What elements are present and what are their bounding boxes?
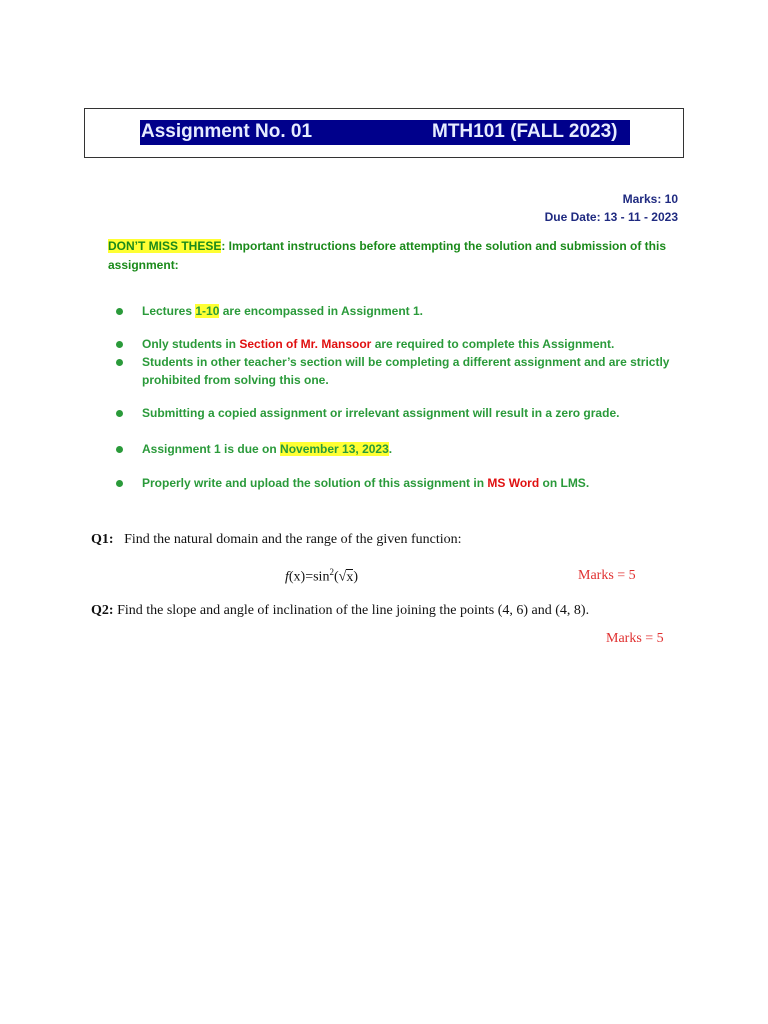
text-span: 1-10 (195, 304, 220, 318)
formula: $f(x)=\sin^2(√x)$ (285, 567, 358, 585)
course-title: MTH101 (FALL 2023) (432, 121, 618, 142)
text-span: Lectures (142, 304, 196, 318)
question-1 (91, 532, 462, 548)
q2-marks: Marks = 5 (606, 631, 664, 646)
list-item (142, 304, 423, 318)
text-span: . (388, 442, 393, 456)
list-item (142, 337, 614, 351)
q1-marks: Marks = 5 (578, 568, 636, 583)
text-span: are required to complete this Assignment. (371, 337, 615, 351)
text-span: are encompassed in Assignment 1. (219, 304, 424, 318)
text-span: Q2: (91, 603, 114, 618)
text-span: Q1: (91, 532, 114, 547)
text-span: 2 (329, 567, 334, 577)
bullet-icon (116, 359, 123, 366)
text-span: Only students in (142, 337, 240, 351)
question-2 (91, 603, 589, 619)
text-span: on LMS. (539, 476, 590, 490)
bullet-icon (116, 480, 123, 487)
text-span: MS Word (487, 476, 540, 490)
bullet-icon (116, 410, 123, 417)
intro-text-2: assignment: (108, 258, 179, 272)
list-item (142, 476, 589, 490)
text-span: x (346, 569, 354, 585)
due-date: Due Date: 13 - 11 - 2023 (544, 210, 678, 224)
list-item-cont: prohibited from solving this one. (142, 373, 329, 387)
text-span: Assignment 1 is due on (142, 442, 281, 456)
text-span: Find the natural domain and the range of the given function: (124, 532, 462, 547)
list-item: Submitting a copied assignment or irrelevant assignment will result in a zero grade. (142, 406, 620, 420)
text-span: Section of Mr. Mansoor (239, 337, 372, 351)
intro-highlight: DON’T MISS THESE (108, 239, 222, 253)
text-span: Find the slope and angle of inclination of the line joining the points (4, 6) and (4, 8). (113, 603, 590, 618)
bullet-icon (116, 446, 123, 453)
bullet-icon (116, 308, 123, 315)
bullet-icon (116, 341, 123, 348)
text-span: f (285, 569, 289, 585)
intro-text: : Important instructions before attempting the solution and submission of this (221, 239, 667, 253)
list-item (142, 442, 392, 456)
intro-line (108, 239, 666, 253)
total-marks: Marks: 10 (622, 192, 678, 206)
assignment-title: Assignment No. 01 (141, 121, 313, 142)
text-span: (x)=sin (288, 569, 330, 585)
text-span: November 13, 2023 (280, 442, 389, 456)
text-span: Properly write and upload the solution of this assignment in (142, 476, 488, 490)
list-item: Students in other teacher’s section will be completing a different assignment and are strictly (142, 355, 670, 369)
